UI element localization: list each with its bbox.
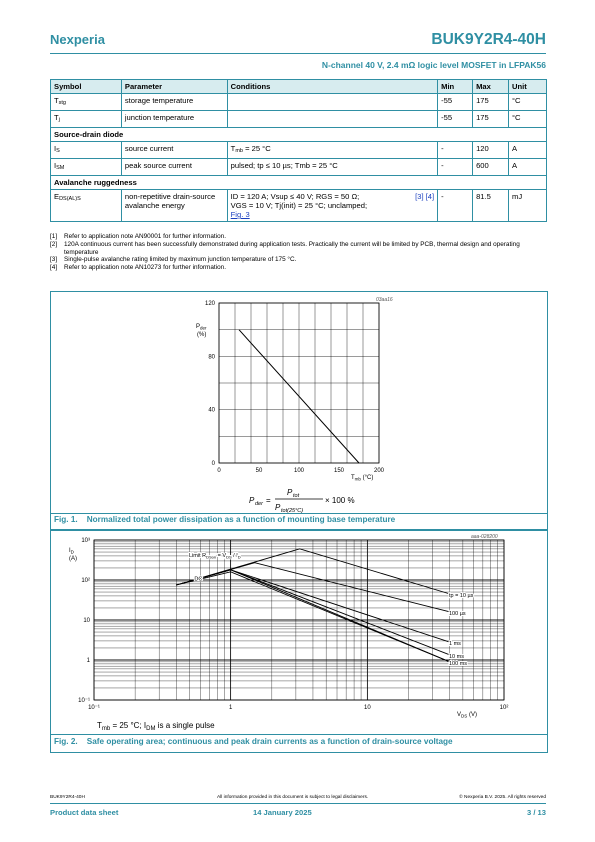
fig2-grid	[94, 540, 504, 700]
table-row	[51, 190, 547, 222]
cell-max: 120	[473, 142, 509, 159]
fig2-yunit: (A)	[69, 556, 77, 562]
fig2-caption-divider	[51, 734, 547, 735]
fig1-ticks	[205, 301, 385, 474]
cell-symbol: $E_{DS(AL)S}$	[51, 190, 122, 222]
fig2-xtick-label: 1	[228, 705, 233, 711]
fig2-curve-label: 10 ms	[449, 653, 464, 660]
table-section-row	[51, 128, 547, 142]
svg-text:P: P	[249, 496, 255, 505]
fig2-ytick-label: 10³	[81, 538, 90, 544]
fig1-xtick-label: 50	[255, 468, 263, 474]
fig1-ytick-label: 120	[204, 301, 215, 307]
col-unit: Unit	[509, 80, 547, 94]
cell-unit: °C	[509, 94, 547, 111]
cell-max: 175	[473, 111, 509, 128]
fig1-ytick-label: 40	[208, 407, 215, 414]
table-section-row	[51, 176, 547, 190]
fig2-caption: Fig. 2. Safe operating area; continuous and peak drain currents as a function of drain-source voltage	[54, 737, 453, 746]
cell-parameter: source current	[121, 142, 227, 159]
col-parameter: Parameter	[121, 80, 227, 94]
fig2-note: $T_{mb} = 25$ °C; $I_{DM}$ is a single pulse	[97, 721, 215, 732]
table-row	[51, 159, 547, 176]
cell-symbol: $I_S$	[51, 142, 122, 159]
fig2-xtick-label: 10²	[499, 705, 509, 711]
fig1-xtick-label: 100	[293, 468, 305, 474]
fig1-xtick-label: 200	[373, 468, 385, 474]
fig1-formula	[249, 488, 355, 514]
footer-copyright: © Nexperia B.V. 2025. All rights reserved	[459, 795, 546, 800]
fig1-grid	[219, 303, 379, 463]
header-divider	[50, 53, 546, 54]
fig3-link[interactable]: Fig. 3	[230, 210, 250, 219]
fig1-caption: Fig. 1. Normalized total power dissipation as a function of mounting base temperature	[54, 515, 396, 524]
cell-max: 175	[473, 94, 509, 111]
cell-conditions: pulsed; tp ≤ 10 µs; Tmb = 25 °C	[227, 159, 437, 176]
svg-text:× 100 %: × 100 %	[325, 496, 355, 505]
fig2-ytick-label: 10²	[81, 578, 90, 584]
note-item: [4] Refer to application note AN10273 for further information.	[50, 264, 226, 272]
fig2-curve-label: tp = 10 µs	[449, 592, 474, 599]
cell-parameter: peak source current	[121, 159, 227, 176]
fig1-ytick-label: 80	[208, 354, 215, 361]
fig2-curve-label: DC	[194, 576, 203, 583]
cell-unit: A	[509, 142, 547, 159]
fig1-xtick-label: 150	[333, 468, 345, 474]
col-symbol: Symbol	[51, 80, 122, 94]
footer-doc-id: BUK9Y2R4-40H	[50, 795, 85, 800]
fig2-code: aaa-028200	[471, 534, 498, 540]
brand-logo-text: Nexperia	[50, 32, 105, 47]
fig1-yunit: (%)	[197, 332, 207, 338]
footer-date: 14 January 2025	[253, 808, 312, 817]
fig1-xlabel: $T_{mb}$ (°C)	[351, 475, 374, 482]
cell-conditions	[227, 190, 437, 222]
cell-parameter: non-repetitive drain-source avalanche energy	[121, 190, 227, 222]
svg-text:tot: tot	[293, 493, 300, 499]
fig2-chart	[51, 530, 547, 734]
cell-parameter: junction temperature	[121, 111, 227, 128]
fig1-ylabel: $P_{der}$	[196, 324, 207, 331]
cell-min: -55	[438, 111, 473, 128]
fig2-ytick-label: 10	[83, 618, 90, 624]
fig1-xtick-label: 0	[217, 468, 221, 474]
fig1-caption-divider	[51, 513, 547, 514]
fig2-xtick-label: 10	[363, 705, 371, 711]
avalanche-condition-1: ID = 120 A; Vsup ≤ 40 V; RGS = 50 Ω;	[230, 192, 360, 201]
cell-unit: A	[509, 159, 547, 176]
fig1-code: 03aa16	[376, 297, 393, 303]
col-min: Min	[438, 80, 473, 94]
cell-unit: °C	[509, 111, 547, 128]
cell-min: -	[438, 159, 473, 176]
footer-page-number: 3 / 13	[527, 808, 546, 817]
cell-symbol: $I_{SM}$	[51, 159, 122, 176]
cell-min: -	[438, 142, 473, 159]
fig2-curve-label: 100 ms	[449, 660, 468, 667]
fig2-ytick-label: 10⁻¹	[78, 698, 90, 704]
fig2-curve-label: 1 ms	[449, 641, 461, 648]
svg-text:P: P	[287, 488, 293, 497]
col-conditions: Conditions	[227, 80, 437, 94]
table-row	[51, 142, 547, 159]
svg-text:der: der	[255, 501, 263, 507]
fig2-limit-label: Limit $R_{DSon} = V_{DS} / I_D$	[189, 553, 241, 560]
fig1-ytick-label: 0	[211, 461, 215, 467]
cell-min: -55	[438, 94, 473, 111]
fig2-ytick-label: 1	[86, 658, 90, 664]
cell-max: 81.5	[473, 190, 509, 222]
fig2-curve-labels	[194, 576, 473, 666]
cell-symbol: $T_j$	[51, 111, 122, 128]
fig1-chart	[51, 292, 547, 514]
table-row	[51, 94, 547, 111]
fig2-ticks	[78, 538, 508, 711]
note-item: [2] 120A continuous current has been successfully demonstrated during application tests. Practically the current will be limited by PCB, thermal design and operating temperature	[50, 240, 520, 256]
cell-symbol: $T_{stg}$	[51, 94, 122, 111]
fig2-curve-label: 100 µs	[449, 610, 466, 617]
svg-text:P: P	[275, 503, 281, 512]
figure-1	[50, 291, 548, 531]
col-max: Max	[473, 80, 509, 94]
footer-doc-type: Product data sheet	[50, 808, 119, 817]
svg-text:tot(25°C): tot(25°C)	[281, 508, 304, 514]
part-number: BUK9Y2R4-40H	[431, 31, 546, 48]
svg-text:=: =	[266, 496, 271, 505]
limiting-values-table	[50, 79, 547, 222]
note-item: [1] Refer to application note AN90001 for further information.	[50, 233, 226, 240]
cell-conditions	[227, 111, 437, 128]
fig2-ylabel: $I_D$	[69, 548, 74, 555]
fig2-xlabel: $V_{DS}$ (V)	[457, 712, 477, 719]
avalanche-condition-2: VGS = 10 V; Tj(init) = 25 °C; unclamped;	[230, 201, 368, 210]
footer-divider	[50, 803, 546, 804]
section-heading: Avalanche ruggedness	[51, 176, 547, 190]
cell-conditions: $T_{mb} = 25$ °C	[227, 142, 437, 159]
cell-min: -	[438, 190, 473, 222]
note-item: [3] Single-pulse avalanche rating limited by maximum junction temperature of 175 °C.	[50, 256, 297, 264]
footer-disclaimer: All information provided in this document is subject to legal disclaimers.	[217, 795, 369, 800]
cell-parameter: storage temperature	[121, 94, 227, 111]
cell-unit: mJ	[509, 190, 547, 222]
table-header-row	[51, 80, 547, 94]
figure-2	[50, 529, 548, 753]
document-subtitle: N-channel 40 V, 2.4 mΩ logic level MOSFET in LFPAK56	[321, 60, 546, 70]
cell-max: 600	[473, 159, 509, 176]
table-row	[51, 111, 547, 128]
table-notes	[50, 233, 550, 272]
reference-links[interactable]: [3] [4]	[415, 192, 435, 201]
fig2-xtick-label: 10⁻¹	[88, 705, 100, 711]
cell-conditions	[227, 94, 437, 111]
section-heading: Source-drain diode	[51, 128, 547, 142]
